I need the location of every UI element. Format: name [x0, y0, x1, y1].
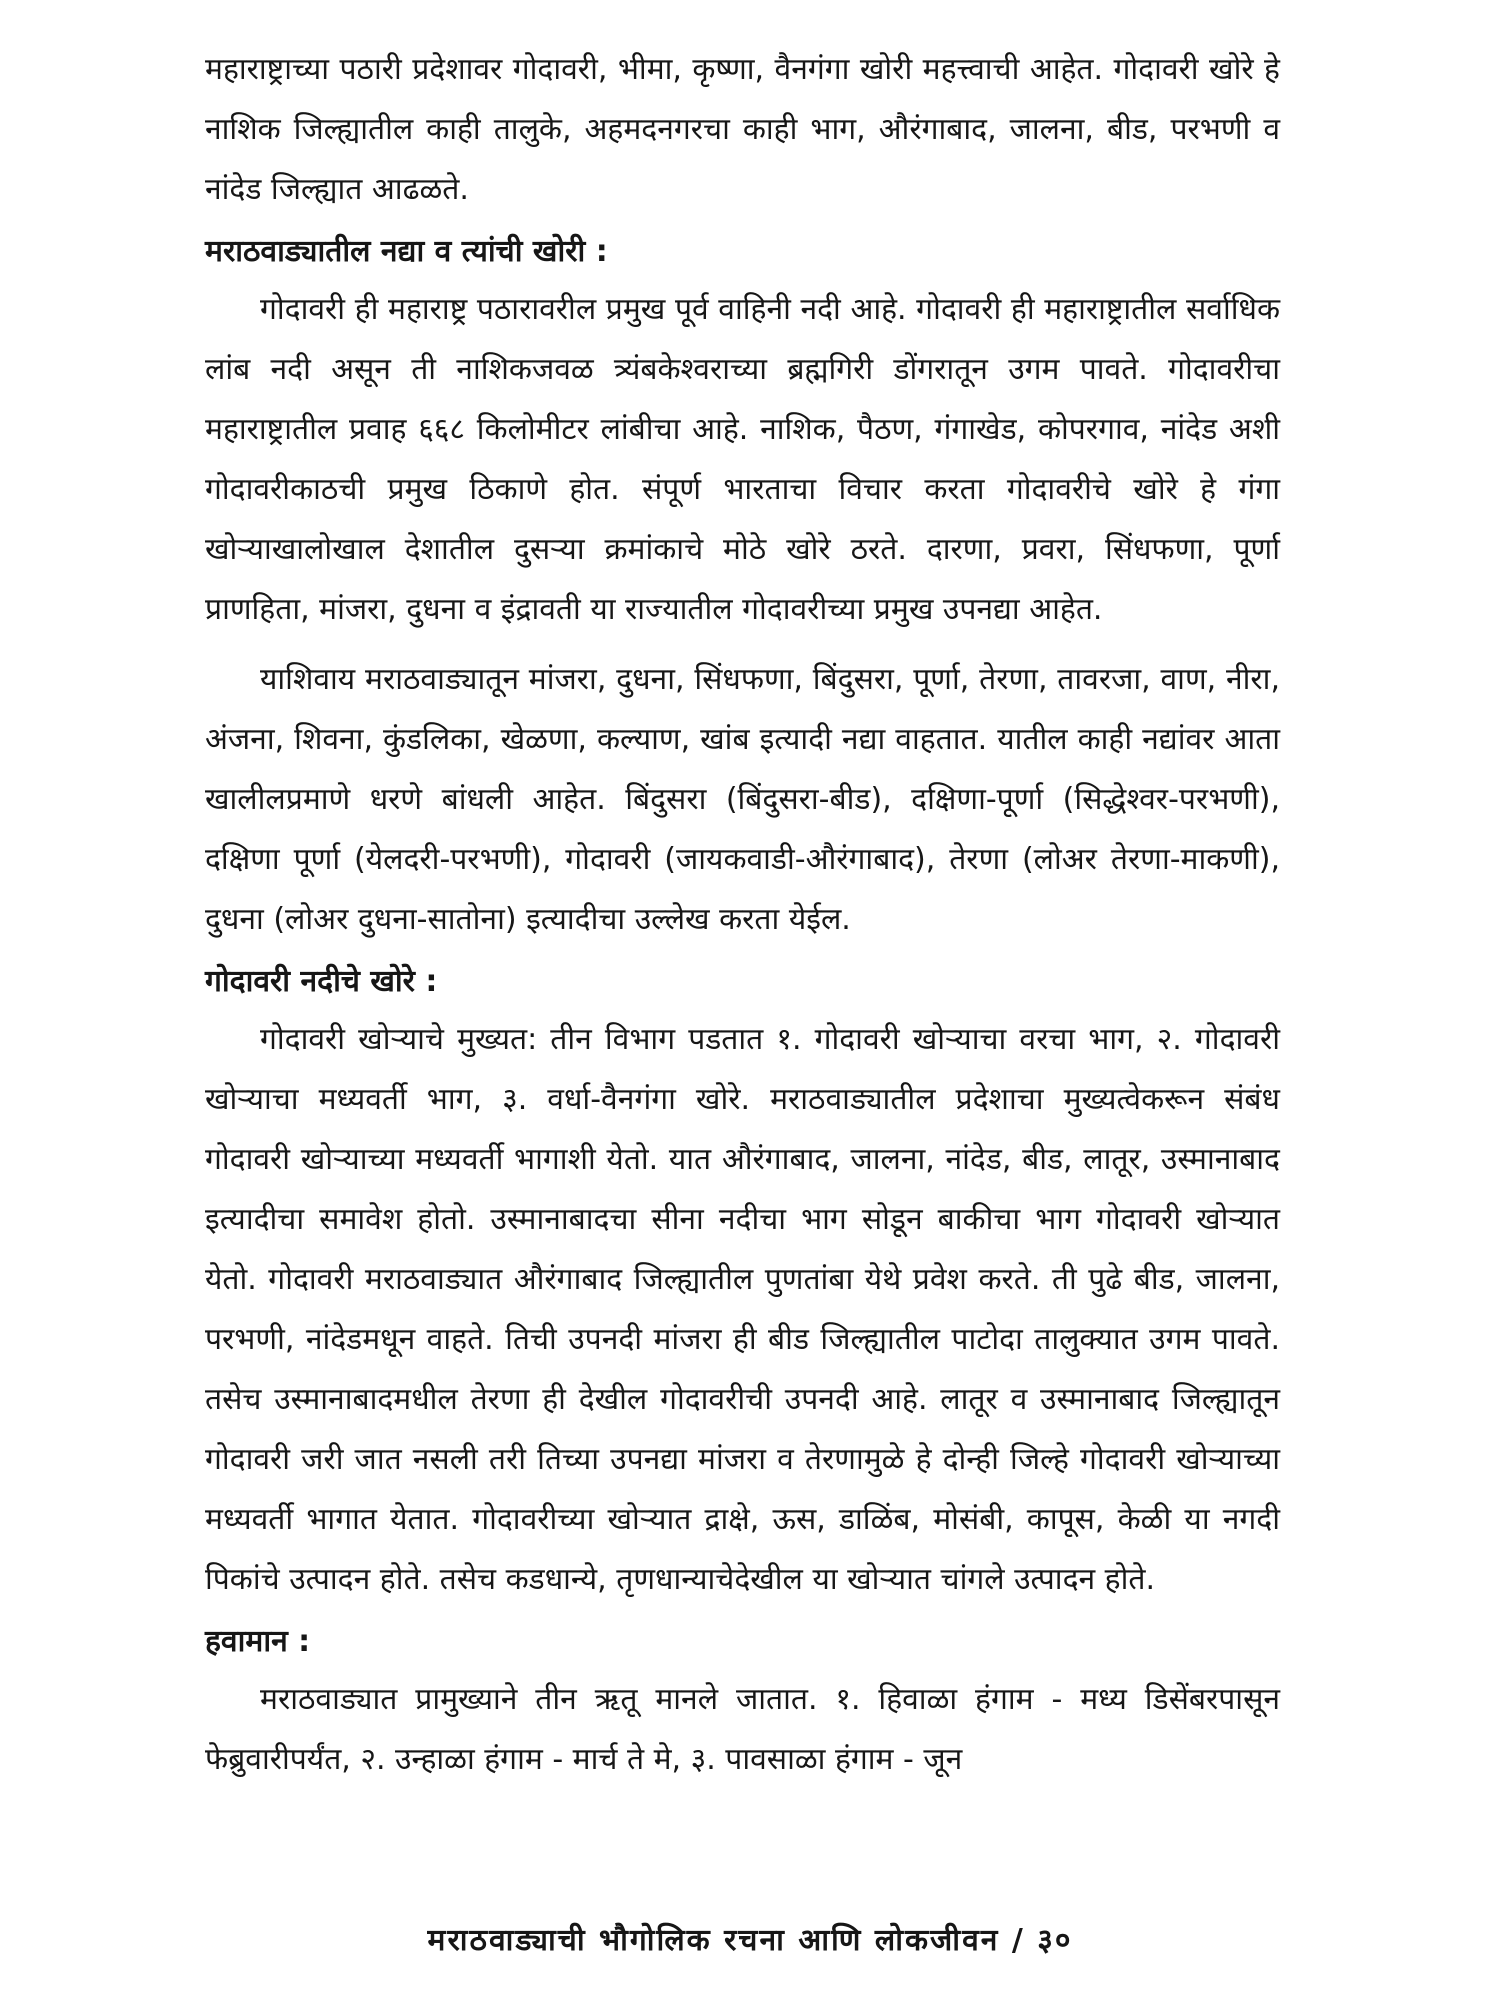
section-heading-climate: हवामान : [205, 1624, 311, 1659]
rivers-paragraph-2: याशिवाय मराठवाड्यातून मांजरा, दुधना, सिंधफणा, बिंदुसरा, पूर्णा, तेरणा, तावरजा, वाण, नीरा, अंजना, शिवना, कुंडलिका, खेळणा, कल्याण, खांब इत्यादी नद्या वाहतात. यातील काही नद्यांवर आता खालीलप्रमाणे धरणे बांधली आहेत. बिंदुसरा (बिंदुसरा-बीड), दक्षिणा-पूर्णा (सिद्धेश्वर-परभणी), दक्षिणा पूर्णा (येलदरी-परभणी), गोदावरी (जायकवाडी-औरंगाबाद), तेरणा (लोअर तेरणा-माकणी), दुधना (लोअर दुधना-सातोना) इत्यादीचा उल्लेख करता येईल. [205, 662, 1280, 937]
section-heading-rivers: मराठवाड्यातील नद्या व त्यांची खोरी : [205, 234, 608, 269]
page-footer: मराठवाड्याची भौगोलिक रचना आणि लोकजीवन / ३० [427, 1923, 1073, 1958]
intro-paragraph: महाराष्ट्राच्या पठारी प्रदेशावर गोदावरी, भीमा, कृष्णा, वैनगंगा खोरी महत्त्वाची आहेत. गोदावरी खोरे हे नाशिक जिल्ह्यातील काही तालुके, अहमदनगरचा काही भाग, औरंगाबाद, जालना, बीड, परभणी व नांदेड जिल्ह्यात आढळते. [205, 52, 1280, 207]
climate-paragraph: मराठवाड्यात प्रामुख्याने तीन ऋतू मानले जातात. १. हिवाळा हंगाम - मध्य डिसेंबरपासून फेब्रुवारीपर्यंत, २. उन्हाळा हंगाम - मार्च ते मे, ३. पावसाळा हंगाम - जून [205, 1682, 1280, 1777]
rivers-paragraph-1: गोदावरी ही महाराष्ट्र पठारावरील प्रमुख पूर्व वाहिनी नदी आहे. गोदावरी ही महाराष्ट्रातील सर्वाधिक लांब नदी असून ती नाशिकजवळ त्र्यंबकेश्वराच्या ब्रह्मगिरी डोंगरातून उगम पावते. गोदावरीचा महाराष्ट्रातील प्रवाह ६६८ किलोमीटर लांबीचा आहे. नाशिक, पैठण, गंगाखेड, कोपरगाव, नांदेड अशी गोदावरीकाठची प्रमुख ठिकाणे होत. संपूर्ण भारताचा विचार करता गोदावरीचे खोरे हे गंगा खोऱ्याखालोखाल देशातील दुसऱ्या क्रमांकाचे मोठे खोरे ठरते. दारणा, प्रवरा, सिंधफणा, पूर्णा प्राणहिता, मांजरा, दुधना व इंद्रावती या राज्यातील गोदावरीच्या प्रमुख उपनद्या आहेत. [205, 292, 1280, 627]
godavari-basin-paragraph: गोदावरी खोऱ्याचे मुख्यत: तीन विभाग पडतात १. गोदावरी खोऱ्याचा वरचा भाग, २. गोदावरी खोऱ्याचा मध्यवर्ती भाग, ३. वर्धा-वैनगंगा खोरे. मराठवाड्यातील प्रदेशाचा मुख्यत्वेकरून संबंध गोदावरी खोऱ्याच्या मध्यवर्ती भागाशी येतो. यात औरंगाबाद, जालना, नांदेड, बीड, लातूर, उस्मानाबाद इत्यादीचा समावेश होतो. उस्मानाबादचा सीना नदीचा भाग सोडून बाकीचा भाग गोदावरी खोऱ्यात येतो. गोदावरी मराठवाड्यात औरंगाबाद जिल्ह्यातील पुणतांबा येथे प्रवेश करते. ती पुढे बीड, जालना, परभणी, नांदेडमधून वाहते. तिची उपनदी मांजरा ही बीड जिल्ह्यातील पाटोदा तालुक्यात उगम पावते. तसेच उस्मानाबादमधील तेरणा ही देखील गोदावरीची उपनदी आहे. लातूर व उस्मानाबाद जिल्ह्यातून गोदावरी जरी जात नसली तरी तिच्या उपनद्या मांजरा व तेरणामुळे हे दोन्ही जिल्हे गोदावरी खोऱ्याच्या मध्यवर्ती भागात येतात. गोदावरीच्या खोऱ्यात द्राक्षे, ऊस, डाळिंब, मोसंबी, कापूस, केळी या नगदी पिकांचे उत्पादन होते. तसेच कडधान्ये, तृणधान्याचेदेखील या खोऱ्यात चांगले उत्पादन होते. [205, 1022, 1280, 1597]
page-body [205, 0, 1280, 1790]
section-heading-godavari-basin: गोदावरी नदीचे खोरे : [205, 964, 438, 999]
